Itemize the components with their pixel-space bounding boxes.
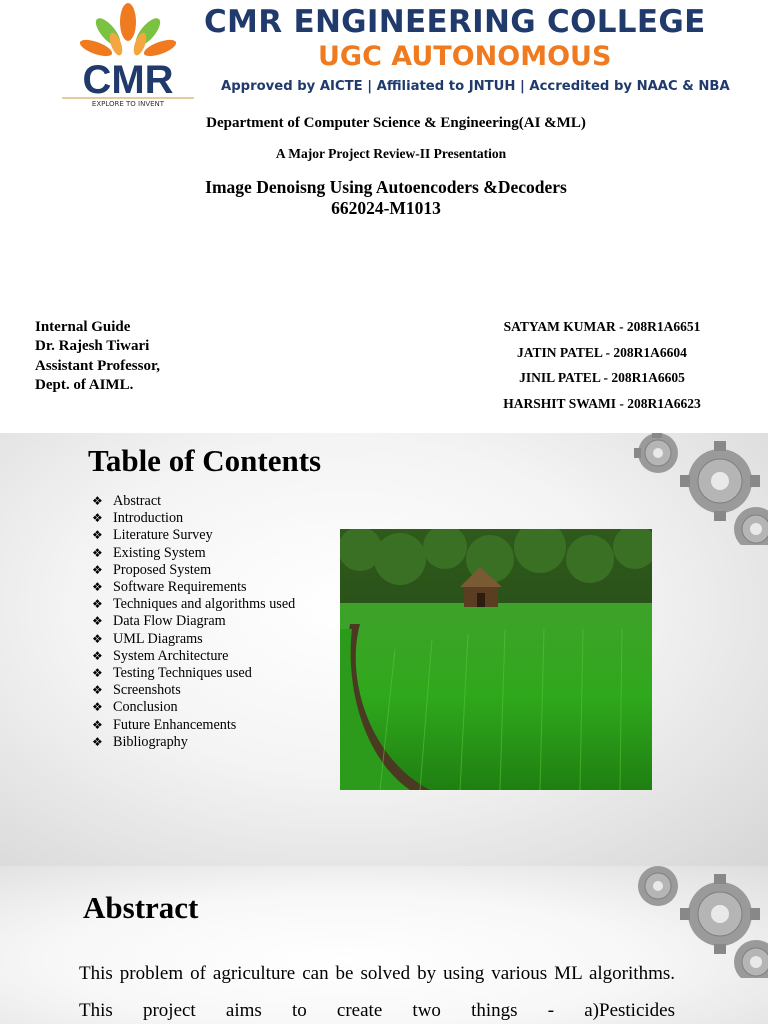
guide-line: Dr. Rajesh Tiwari	[35, 338, 150, 355]
internal-guide	[35, 318, 160, 395]
project-title: Image Denoisng Using Autoencoders &Decoders	[205, 177, 567, 197]
diamond-bullet-icon: ❖	[92, 734, 103, 749]
review-label: A Major Project Review-II Presentation	[275, 146, 507, 161]
diamond-bullet-icon: ❖	[92, 597, 103, 612]
toc-item: ❖ Literature Survey	[92, 527, 213, 544]
diamond-bullet-icon: ❖	[92, 631, 103, 646]
diamond-bullet-icon: ❖	[92, 494, 103, 508]
diamond-bullet-icon: ❖	[92, 648, 103, 663]
toc-item: ❖ Screenshots	[92, 682, 181, 699]
toc-item: ❖ Future Enhancements	[92, 716, 237, 733]
toc-item: ❖ Data Flow Diagram	[92, 613, 226, 630]
toc-item: ❖ Existing System	[92, 544, 206, 561]
guide-line: Assistant Professor,	[35, 357, 161, 374]
diamond-bullet-icon: ❖	[92, 580, 103, 595]
diamond-bullet-icon: ❖	[92, 700, 103, 715]
diamond-bullet-icon: ❖	[92, 528, 103, 543]
paddy-field-image	[340, 529, 652, 790]
toc-title: Table of Contents	[88, 443, 322, 478]
diamond-bullet-icon: ❖	[92, 666, 103, 681]
toc-item: ❖ UML Diagrams	[92, 630, 203, 647]
project-code: 662024-M1013	[331, 198, 441, 218]
toc-item: ❖ Abstract	[92, 493, 162, 509]
cmr-logo	[58, 2, 198, 108]
toc-item: ❖ Software Requirements	[92, 579, 247, 596]
autonomous-label: UGC AUTONOMOUS	[318, 41, 612, 72]
diamond-bullet-icon: ❖	[92, 511, 103, 526]
guide-line: Dept. of AIML.	[35, 376, 134, 393]
project-title-block	[0, 177, 768, 219]
toc-item: ❖ Testing Techniques used	[92, 665, 252, 682]
guide-line: Internal Guide	[35, 319, 131, 335]
toc-item: ❖ Conclusion	[92, 699, 178, 716]
abstract-text: This problem of agriculture can be solved by using various ML algorithms. This project aims to create two things - a)Pesticides	[79, 963, 675, 1021]
student-item: JINIL PATEL - 208R1A6605	[519, 370, 685, 385]
toc-item: ❖ Introduction	[92, 510, 184, 527]
title-slide	[0, 0, 768, 433]
department-name: Department of Computer Science & Engineering(AI &ML)	[206, 115, 586, 131]
abstract-slide	[0, 866, 768, 1024]
svg-text:EXPLORE TO INVENT: EXPLORE TO INVENT	[91, 100, 165, 108]
diamond-bullet-icon: ❖	[92, 717, 103, 732]
diamond-bullet-icon: ❖	[92, 545, 103, 560]
diamond-bullet-icon: ❖	[92, 562, 103, 577]
student-item: JATIN PATEL - 208R1A6604	[517, 344, 687, 360]
student-list	[480, 314, 724, 416]
college-name: CMR ENGINEERING COLLEGE	[204, 4, 706, 40]
toc-item: ❖ Proposed System	[92, 561, 212, 578]
student-item: HARSHIT SWAMI - 208R1A6623	[503, 395, 701, 411]
accreditation-line: Approved by AICTE | Affiliated to JNTUH | Accredited by NAAC & NBA	[221, 79, 730, 94]
toc-list	[92, 493, 295, 751]
diamond-bullet-icon: ❖	[92, 614, 103, 629]
toc-item: ❖ Bibliography	[92, 733, 188, 750]
toc-item: ❖ Techniques and algorithms used	[92, 596, 296, 613]
flower-icon	[78, 3, 178, 59]
toc-item: ❖ System Architecture	[92, 647, 229, 664]
diamond-bullet-icon: ❖	[92, 683, 103, 698]
student-item: SATYAM KUMAR - 208R1A6651	[503, 319, 701, 334]
toc-slide	[0, 433, 768, 866]
svg-text:CMR: CMR	[82, 58, 174, 102]
abstract-title: Abstract	[83, 890, 199, 925]
